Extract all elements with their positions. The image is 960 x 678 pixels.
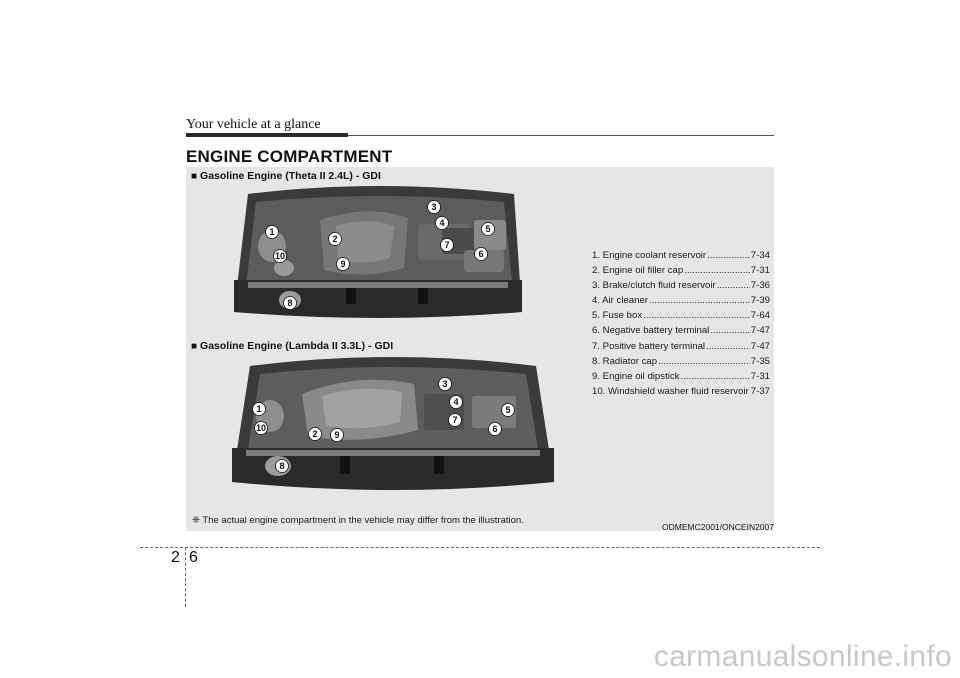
callout-number: 9	[334, 430, 340, 441]
leader-dots	[684, 263, 750, 278]
legend-item	[592, 369, 770, 384]
callout-number: 9	[340, 259, 346, 270]
legend-item-label: 3. Brake/clutch fluid reservoir	[592, 280, 716, 292]
section-title: ENGINE COMPARTMENT	[186, 147, 393, 166]
callout-number: 10	[255, 423, 267, 434]
legend-item-label: 1. Engine coolant reservoir	[592, 250, 707, 261]
callout-number: 3	[431, 202, 437, 213]
legend-item-page: 7-47	[750, 325, 770, 337]
callout-marker	[329, 233, 342, 246]
leader-dots	[706, 339, 750, 354]
bullet-icon: ■	[191, 341, 198, 352]
callout-marker	[337, 258, 350, 271]
callout-number: 2	[332, 234, 338, 245]
legend-item	[592, 293, 770, 308]
legend-item-label: 8. Radiator cap	[592, 355, 658, 367]
legend-item-label: 2. Engine oil filler cap	[592, 265, 684, 277]
callout-number: 2	[312, 429, 318, 440]
callout-number: 10	[274, 251, 286, 262]
legend-item	[592, 308, 770, 323]
leader-dots	[643, 308, 750, 323]
page-chapter: 2	[171, 549, 180, 566]
legend-item-page: 7-37	[750, 385, 770, 397]
legend-item-page: 7-47	[750, 340, 770, 352]
callout-marker	[489, 423, 502, 436]
callout-marker	[482, 223, 495, 236]
callout-number: 5	[505, 405, 511, 416]
callout-marker	[449, 414, 462, 427]
legend-item	[592, 323, 770, 338]
callout-marker	[475, 248, 488, 261]
callout-number: 4	[439, 218, 445, 229]
legend-item	[592, 384, 770, 399]
legend-item-label: 5. Fuse box	[592, 310, 643, 322]
callout-number: 7	[444, 240, 450, 251]
parts-legend	[592, 248, 770, 399]
engine-label-theta-text: Gasoline Engine (Theta II 2.4L) - GDI	[200, 170, 381, 182]
callout-marker	[502, 404, 515, 417]
image-code: ODMEMC2001/ONCEIN2007	[662, 522, 774, 532]
callout-marker	[274, 250, 287, 263]
legend-item-label: 6. Negative battery terminal	[592, 325, 710, 337]
callout-number: 8	[279, 461, 285, 472]
callout-marker	[439, 378, 452, 391]
illustration-note: ❈ The actual engine compartment in the vehicle may differ from the illustration.	[192, 515, 524, 526]
page-number: 6	[189, 549, 198, 566]
footer-rule	[140, 547, 820, 548]
leader-dots	[649, 293, 750, 308]
legend-item-page: 7-31	[750, 370, 770, 382]
legend-item-label: 7. Positive battery terminal	[592, 340, 706, 352]
legend-item-page: 7-34	[750, 250, 770, 261]
leader-dots	[680, 369, 749, 384]
leader-dots	[707, 248, 750, 263]
legend-item	[592, 339, 770, 354]
callout-marker	[253, 403, 266, 416]
leader-dots	[658, 354, 750, 369]
legend-item-page: 7-64	[750, 310, 770, 322]
callout-number: 6	[478, 249, 484, 260]
footer-divider	[185, 547, 186, 607]
callout-number: 1	[269, 227, 275, 238]
legend-item-page: 7-36	[750, 280, 770, 292]
legend-item-label: 9. Engine oil dipstick	[592, 370, 680, 382]
callout-marker	[441, 239, 454, 252]
legend-item-page: 7-31	[750, 265, 770, 277]
bullet-icon: ■	[191, 171, 198, 182]
callout-number: 5	[485, 224, 491, 235]
legend-item	[592, 278, 770, 293]
callout-marker	[255, 422, 268, 435]
callout-number: 4	[453, 397, 459, 408]
legend-item	[592, 248, 770, 263]
leader-dots	[717, 278, 750, 293]
callout-marker	[276, 460, 289, 473]
legend-item-label: 10. Windshield washer fluid reservoir	[592, 385, 749, 397]
callout-number: 1	[256, 404, 262, 415]
engine-label-lambda-text: Gasoline Engine (Lambda II 3.3L) - GDI	[200, 340, 394, 352]
watermark: carmanualsonline.info	[653, 640, 952, 673]
legend-item-page: 7-39	[750, 295, 770, 307]
callout-marker	[450, 396, 463, 409]
legend-item	[592, 263, 770, 278]
callout-marker	[284, 297, 297, 310]
callout-marker	[266, 226, 279, 239]
callout-marker	[309, 428, 322, 441]
header-title: Your vehicle at a glance	[186, 117, 321, 132]
leader-dots	[710, 323, 749, 338]
callout-number: 8	[287, 298, 293, 309]
callout-marker	[331, 429, 344, 442]
callout-number: 6	[492, 424, 498, 435]
callout-marker	[436, 217, 449, 230]
legend-item-page: 7-35	[750, 355, 770, 367]
callout-number: 3	[442, 379, 448, 390]
legend-item	[592, 354, 770, 369]
callout-marker	[428, 201, 441, 214]
legend-item-label: 4. Air cleaner	[592, 295, 648, 307]
callout-number: 7	[452, 415, 458, 426]
